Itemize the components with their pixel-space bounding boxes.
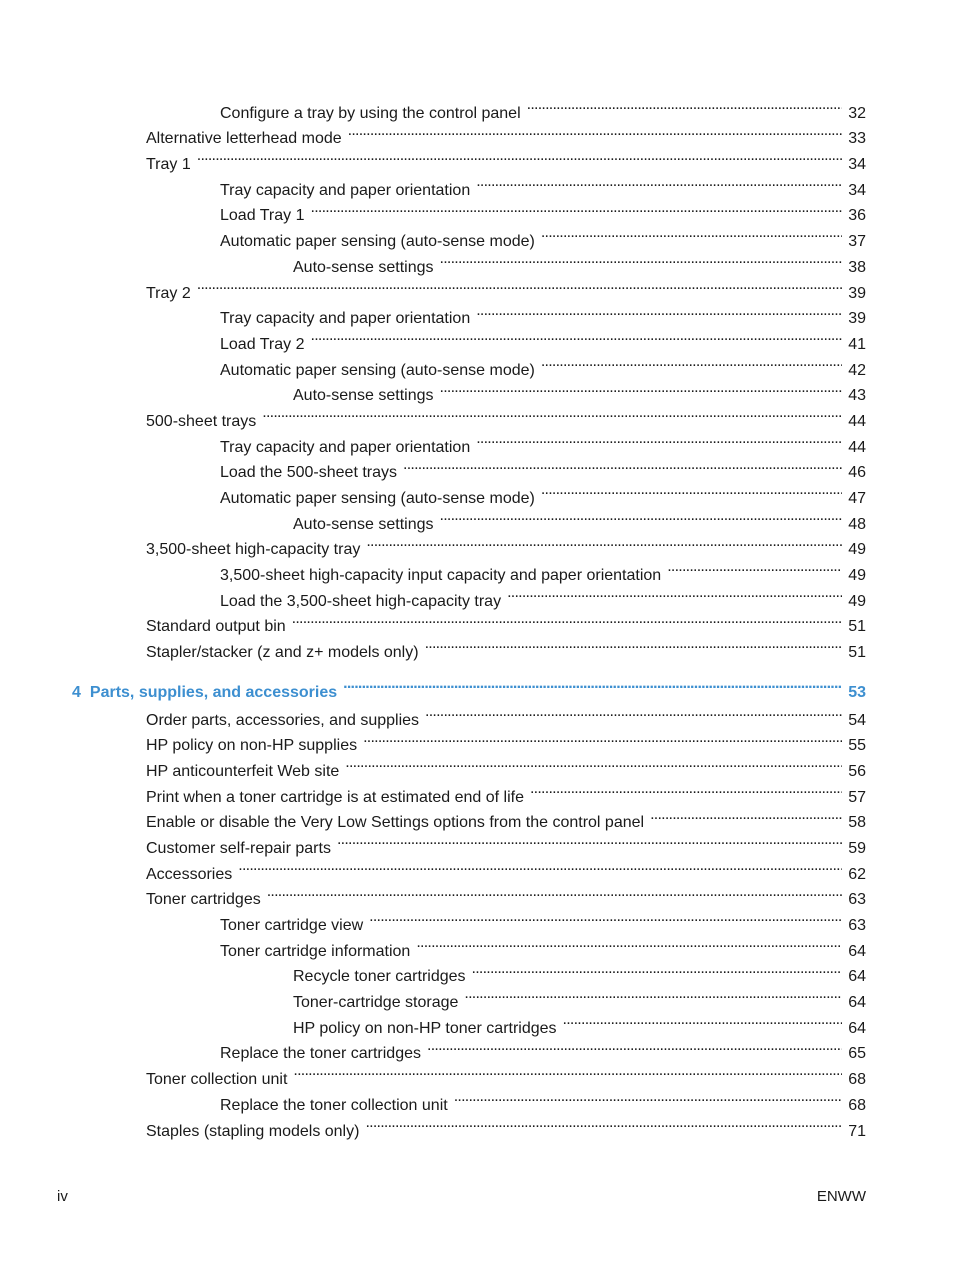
toc-entry[interactable] [0,1007,954,1037]
toc-page-number: 51 [848,644,866,662]
toc-dot-leader [476,298,842,324]
toc-entry-title-text: Print when a toner cartridge is at estimated end of life [146,788,524,806]
toc-dot-leader [366,529,842,555]
toc-entry[interactable] [0,930,954,960]
table-of-contents [0,92,954,1140]
toc-entry-title [146,640,425,666]
toc-entry-title-text: Toner cartridge view [220,917,364,934]
toc-entry[interactable] [0,853,954,883]
toc-page-number: 62 [848,865,866,883]
toc-dot-leader [262,400,842,426]
toc-entry[interactable] [0,827,954,857]
toc-dot-leader [403,452,842,478]
toc-dot-leader [267,879,842,905]
toc-entry-title-text: Customer self-repair parts [146,839,331,857]
toc-page-number: 63 [848,917,866,934]
toc-entry-title-text: HP policy on non-HP toner cartridges [293,1019,557,1037]
toc-dot-leader [425,631,843,657]
toc-entry[interactable] [0,143,954,174]
toc-page-number: 38 [848,258,866,276]
toc-entry[interactable] [0,631,954,662]
toc-dot-leader [343,671,842,697]
toc-entry[interactable] [0,220,954,251]
toc-dot-leader [345,750,842,776]
toc-entry[interactable] [0,554,954,585]
toc-page-number: 64 [848,942,866,960]
toc-dot-leader [311,195,843,221]
toc-entry[interactable] [0,375,954,405]
toc-entry-title-text: Replace the toner collection unit [220,1096,448,1114]
toc-entry-title-text: Automatic paper sensing (auto-sense mode) [220,490,535,507]
toc-page-number: 37 [848,233,866,251]
toc-page-number: 68 [848,1096,866,1114]
toc-entry-title-text: 3,500-sheet high-capacity input capacity and paper orientation [220,567,662,585]
toc-entry-title-text: Tray 1 [146,156,191,174]
toc-page-number: 48 [848,515,866,533]
toc-page-number: 44 [848,438,866,456]
toc-dot-leader [365,1110,842,1136]
toc-entry[interactable] [0,118,954,148]
toc-dot-leader [472,956,843,982]
toc-dot-leader [476,169,842,195]
toc-entry-title-text: Parts, supplies, and accessories [89,683,338,701]
toc-page-number: 71 [848,1122,866,1140]
toc-entry[interactable] [0,725,954,755]
toc-entry[interactable] [0,1058,954,1089]
toc-entry[interactable] [0,349,954,379]
toc-page-number: 43 [848,387,866,405]
toc-entry[interactable] [0,699,954,729]
toc-page-number: 56 [848,762,866,780]
toc-entry[interactable] [0,169,954,199]
toc-dot-leader [530,776,842,802]
toc-page-number: 34 [848,181,866,199]
toc-entry-title-text: Auto-sense settings [293,258,434,276]
toc-dot-leader [527,92,843,118]
toc-entry[interactable] [0,426,954,456]
toc-entry[interactable] [0,879,954,909]
toc-dot-leader [563,1007,843,1033]
toc-entry-title-text: Auto-sense settings [293,515,434,533]
toc-entry-title-text: HP anticounterfeit Web site [146,762,340,780]
toc-entry-title-text: Staples (stapling models only) [146,1122,360,1140]
toc-entry[interactable] [0,776,954,806]
toc-entry-title [146,1119,365,1145]
toc-entry[interactable] [0,606,954,636]
toc-entry-title-text: Toner cartridge information [220,942,411,960]
toc-entry[interactable] [0,529,954,559]
toc-dot-leader [197,143,842,169]
toc-entry-line [146,1110,866,1144]
toc-page-number: 33 [848,130,866,148]
toc-entry[interactable] [0,580,954,610]
toc-page-number: 32 [848,104,866,122]
toc-entry-title-text: Order parts, accessories, and supplies [146,711,420,729]
toc-entry-title-text: Standard output bin [146,618,286,636]
toc-entry-title-text: Configure a tray by using the control panel [220,104,521,122]
toc-entry-title-text: Alternative letterhead mode [146,130,342,148]
toc-entry-title-text: Accessories [146,865,233,883]
toc-page-number: 49 [848,567,866,585]
toc-dot-leader [369,904,842,930]
toc-entry-title-text: Replace the toner cartridges [220,1045,421,1063]
toc-entry[interactable] [0,298,954,328]
toc-entry[interactable] [0,981,954,1012]
toc-page-number: 64 [848,968,866,986]
toc-page-number: 49 [848,541,866,559]
toc-entry-title-text: Toner cartridges [146,891,261,909]
toc-entry[interactable] [0,246,954,276]
toc-entry[interactable] [0,477,954,507]
toc-entry-title-text: Automatic paper sensing (auto-sense mode) [220,233,535,251]
toc-dot-leader [238,853,842,879]
toc-page-number: 55 [848,737,866,755]
toc-entry[interactable] [0,1033,954,1063]
toc-entry-title-text: Tray 2 [146,284,191,302]
toc-page-number: 51 [848,618,866,636]
toc-dot-leader [541,477,842,503]
toc-page-number: 36 [848,207,866,225]
toc-dot-leader [363,725,842,751]
toc-entry-title-text: Stapler/stacker (z and z+ models only) [146,644,419,662]
toc-entry[interactable] [0,904,954,934]
toc-dot-leader [427,1033,842,1059]
toc-page-number: 54 [848,711,866,729]
toc-dot-leader [337,827,842,853]
toc-dot-leader [650,802,842,828]
toc-entry[interactable] [0,400,954,430]
toc-entry-line [146,631,866,665]
toc-page-number: 47 [848,490,866,507]
toc-page-number: 39 [848,284,866,302]
toc-entry[interactable] [0,452,954,482]
toc-entry[interactable] [0,1110,954,1140]
toc-entry-title-text: Load the 500-sheet trays [220,464,398,482]
toc-dot-leader [416,930,842,956]
toc-dot-leader [292,606,843,632]
toc-entry-title-text: 3,500-sheet high-capacity tray [146,541,361,559]
toc-dot-leader [667,554,842,580]
toc-page-number: 57 [848,788,866,806]
toc-dot-leader [311,323,843,349]
toc-entry[interactable] [0,956,954,986]
toc-page-number: 42 [848,361,866,379]
toc-entry-title-text: HP policy on non-HP supplies [146,737,358,755]
toc-page-number: 64 [848,994,866,1012]
toc-entry-title-text: Auto-sense settings [293,387,434,405]
toc-page-number: 68 [848,1071,866,1089]
toc-entry-title-text: Tray capacity and paper orientation [220,310,471,328]
toc-entry-title-text: Toner collection unit [146,1071,288,1089]
toc-page-number: 49 [848,592,866,610]
toc-page-number: 46 [848,464,866,482]
toc-dot-leader [541,349,842,375]
toc-entry-title-text: Tray capacity and paper orientation [220,181,471,199]
toc-chapter-number: 4 [72,683,81,701]
toc-page-number: 63 [848,891,866,909]
toc-dot-leader [440,503,843,529]
footer-doc-code: ENWW [816,1188,866,1205]
toc-page-number: 39 [848,310,866,328]
toc-dot-leader [197,272,842,298]
toc-page-number: 53 [848,683,866,701]
toc-entry-title-text: Enable or disable the Very Low Settings options from the control panel [146,814,645,832]
toc-page-number: 41 [848,335,866,353]
toc-entry-title-text: Recycle toner cartridges [293,968,466,986]
toc-dot-leader [440,375,843,401]
toc-dot-leader [476,426,842,452]
toc-entry[interactable] [0,503,954,533]
toc-entry-title-text: Load Tray 1 [220,207,305,225]
toc-entry-title-text: Tray capacity and paper orientation [220,438,471,456]
footer-page-number: iv [57,1188,68,1205]
toc-dot-leader [348,118,843,144]
toc-entry[interactable] [0,272,954,302]
toc-dot-leader [464,981,842,1007]
toc-entry[interactable] [0,92,954,122]
toc-dot-leader [507,580,842,606]
toc-entry[interactable] [0,750,954,780]
toc-dot-leader [440,246,843,272]
toc-chapter-heading[interactable] [0,671,954,701]
toc-entry-title-text: Toner-cartridge storage [293,994,459,1012]
toc-entry[interactable] [0,323,954,353]
toc-entry-title-text: Automatic paper sensing (auto-sense mode) [220,361,535,379]
toc-entry-title-text: Load Tray 2 [220,335,305,353]
toc-dot-leader [454,1084,843,1110]
toc-entry-title-text: 500-sheet trays [146,412,257,430]
toc-page-number: 64 [848,1019,866,1037]
toc-page-number: 65 [848,1045,866,1063]
toc-dot-leader [425,699,842,725]
toc-page-number: 58 [848,814,866,832]
toc-dot-leader [541,220,842,246]
toc-entry-title-text: Load the 3,500-sheet high-capacity tray [220,592,502,610]
toc-entry[interactable] [0,195,954,225]
toc-entry[interactable] [0,1084,954,1114]
toc-entry[interactable] [0,802,954,832]
toc-page-number: 34 [848,156,866,174]
toc-dot-leader [293,1058,842,1084]
toc-page-number: 59 [848,839,866,857]
toc-page-number: 44 [848,412,866,430]
